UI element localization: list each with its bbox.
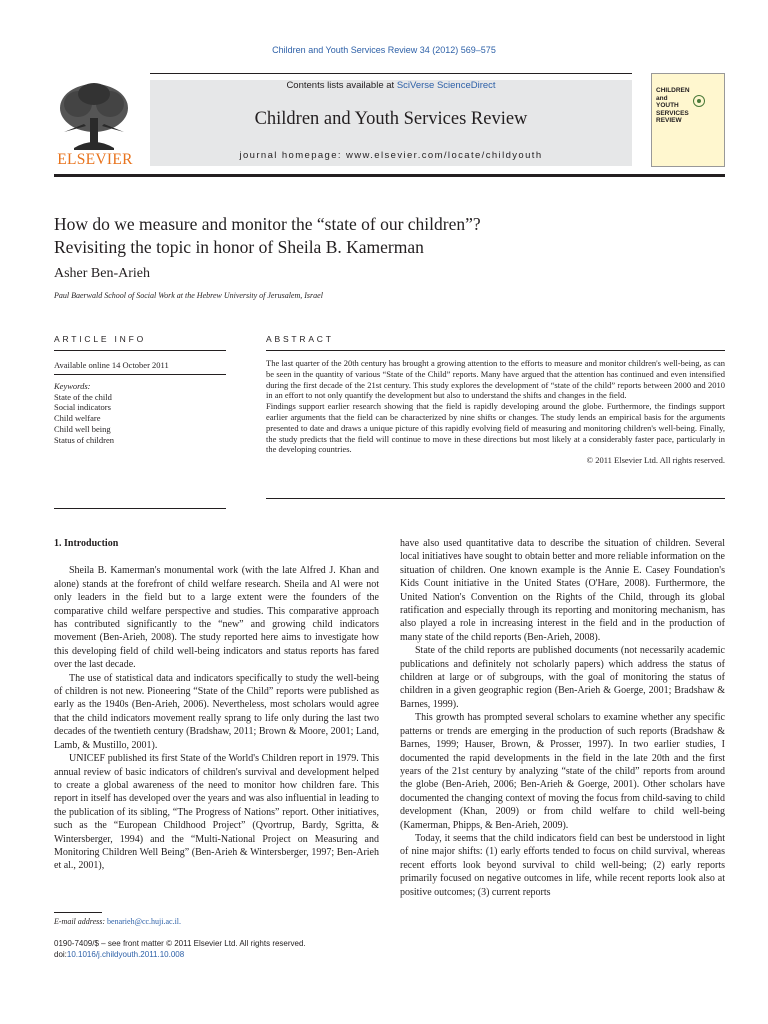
body-column-right [400,537,725,899]
divider [54,508,226,509]
body-paragraph: have also used quantitative data to describe the situation of children. Several local initiatives have sought to obtain better and more reliable information on the situation of children. One known example is the Annie E. Casey Foundation's Kids Count initiative in the United States (O'Hare, 2008). Furthermore, the United Nation's Convention on the Rights of the Child, through its global ratification and especially through its reporting and monitoring mechanism, has also played a role in increasing interest in the field and in the production of many state of the child reports (Ben-Arieh, 2008). [400,538,725,643]
cover-line: REVIEW [656,117,682,124]
article-info-heading: ARTICLE INFO [54,334,147,344]
cover-line: SERVICES [656,109,689,117]
article-title [54,213,734,259]
author-affiliation: Paul Baerwald School of Social Work at the Hebrew University of Jerusalem, Israel [54,291,323,300]
body-paragraph: State of the child reports are published documents (not necessarily academic publications and definitely not scholarly papers) which address the status of children at large or of subgroups, with the goal of monitoring the status of children in a given geographic region (Ben-Arieh & Goerge, 2001; Bradshaw & Barnes, 1999). [400,645,725,710]
author-email-footnote [54,917,181,926]
sciverse-link[interactable]: SciVerse ScienceDirect [396,80,496,91]
front-matter [54,938,306,960]
journal-homepage[interactable]: journal homepage: www.elsevier.com/locate/childyouth [239,150,543,161]
abstract-text [266,358,725,466]
keyword-item: Child welfare [54,413,101,424]
doi-prefix: doi: [54,950,67,959]
doi-link[interactable]: 10.1016/j.childyouth.2011.10.008 [66,950,185,959]
body-paragraph: The use of statistical data and indicators specifically to study the well-being of children is not new. Pioneering “State of the Child” reports were published as early as the 1940s (Ben-Arieh, 2006). Nevertheless, most scholars would agree that the child indicators movement really sprang to life only during the last two decades of the twentieth century (Bradshaw, 2011; Brown & Moore, 2001; Land, Lamb, & Mustillo, 2001). [54,672,379,751]
title-line: How do we measure and monitor the “state of our children”? [54,214,481,234]
email-label: E-mail address: [54,917,106,926]
keywords-block [54,381,114,445]
divider [266,498,725,499]
abstract-heading: ABSTRACT [266,334,334,344]
cover-line: CHILDREN [656,87,690,94]
divider [54,350,226,351]
header-rule [150,73,632,74]
abstract-paragraph: The last quarter of the 20th century has brought a growing attention to the efforts to measure and monitor children's well-being, as can be seen in the quantity of various “State of the Child” reports. Many have argued that the attention has continued and even intensified during the first decade of the 21st century. This study explores the development of “state of the child” reports between 2000 and 2010 in an effort to not only quantify the development but also to understand the shifts and changes in the field. [266,358,725,401]
keywords-label: Keywords: [54,381,91,391]
keyword-item: Social indicators [54,402,111,413]
keywords-list [54,392,114,446]
journal-title: Children and Youth Services Review [254,109,528,129]
body-paragraph: This growth has prompted several scholars to examine whether any specific patterns or trends are emerging in the production of such reports (Bradshaw & Barnes, 1999; Hauser, Brown, & Prosser, 1997). In two earlier studies, I documented the rapid developments in the field in the late 20th and the first years of the 21st century by analyzing “state of the child” reports from around the globe (Ben-Arieh, 2006; Ben-Arieh & Goerge, 2001). Other scholars have documented the changing context of moving the focus from child-saving to child development (Khan, 2009) or from child welfare to child well-being (Kamerman, Phipps, & Ben-Arieh, 2009). [400,712,725,831]
author-email-link[interactable]: benarieh@cc.huji.ac.il. [107,917,182,926]
copyright-notice: © 2011 Elsevier Ltd. All rights reserved. [586,455,725,466]
header-thick-rule [54,174,725,177]
keyword-item: Child well being [54,423,111,434]
available-online-date: Available online 14 October 2011 [54,360,169,370]
publisher-name: ELSEVIER [57,151,133,168]
divider [266,350,725,351]
cover-line: YOUTH [656,102,679,109]
contents-prefix: Contents lists available at [286,80,397,91]
abstract-paragraph: Findings support earlier research showing that the field is rapidly developing around the globe. Furthermore, the findings support earlier arguments that the field can be characterized by nine shifts or changes. The study lends an empirical basis for the arguments presented to date and draws a unique picture of this rapidly evolving field of measuring and monitoring children's well-being. Finally, the study predicts that the field will continue to move in these directions but most likely at a considerably faster pace, particularly in the developing countries. [266,401,725,455]
body-paragraph: UNICEF published its first State of the World's Children report in 1979. This annual review of basic indicators of children's survival and development helped to create a global awareness of the need to monitor how children fare. This report in itself has developed over the years and was also influential in leading to the publication of its sibling, “The Progress of Nations” report. Other initiatives, such as the “European Childhood Project” (Qvortrup, Bardy, Sgritta, & Wintersberger, 1994) and the “Multi-National Project on Measuring and Monitoring Children Well Being” (Ben-Arieh & Wintersberger, 1997; Ben-Arieh et al., 2001), [54,753,379,872]
keyword-item: State of the child [54,391,112,402]
body-paragraph: Sheila B. Kamerman's monumental work (with the late Alfred J. Khan and alone) stands at the forefront of child welfare research. Sheila and Al were not only leaders in the field but to a large extent were the founders of the comparative child welfare perspective and studies. This comparative approach has contributed significantly to the “new” and growing child indicators movement (Ben-Arieh, 2008). The study reported here aims to investigate how this developing field of child well-being indicators and status reports has fared over the last decade. [54,565,379,671]
cover-line: and [656,94,668,102]
keyword-item: Status of children [54,434,114,445]
footnote-rule [54,912,102,913]
section-heading: 1. Introduction [54,538,119,549]
journal-citation[interactable]: Children and Youth Services Review 34 (2012) 569–575 [272,45,496,55]
doi-line [54,949,306,960]
body-paragraph: Today, it seems that the child indicators field can best be understood in light of nine major shifts: (1) early efforts tended to focus on child survival, whereas recent efforts look beyond survival to child well-being; (2) early reports primarily focused on negative outcomes in life, while recent reports look also at positive outcomes; (3) current reports [400,832,725,898]
body-column-left [54,537,379,873]
divider [54,374,226,375]
title-line: Revisiting the topic in honor of Sheila B. Kamerman [54,237,424,257]
issn-line: 0190-7409/$ – see front matter © 2011 Elsevier Ltd. All rights reserved. [54,939,306,948]
contents-available-line [150,80,632,91]
author-name: Asher Ben-Arieh [54,266,151,281]
cover-emblem-icon [692,94,706,108]
